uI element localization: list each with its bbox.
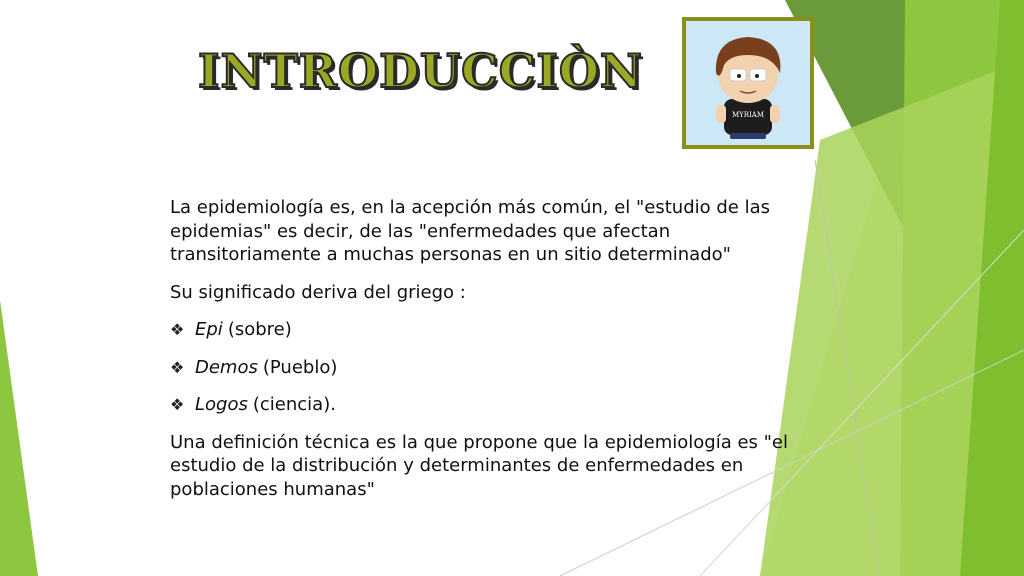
list-item xyxy=(170,356,820,380)
left-green-wedge xyxy=(0,300,38,576)
page-title: INTRODUCCIÒN xyxy=(198,44,643,98)
bullet-term: Logos xyxy=(195,394,248,415)
bullet-meaning: (ciencia). xyxy=(252,394,336,415)
slide-body xyxy=(170,196,820,515)
definition-paragraph: Una definición técnica es la que propone que la epidemiología es "el estudio de la distribución y determinantes de enfermedades en poblaciones humanas" xyxy=(170,431,789,500)
bullet-meaning: (sobre) xyxy=(227,319,292,340)
diamond-bullet-icon: ❖ xyxy=(170,395,185,414)
bullet-term: Demos xyxy=(195,356,258,378)
avatar-shirt-label: MYRIAM xyxy=(731,111,765,119)
bullet-term: Epi xyxy=(195,319,223,340)
list-item xyxy=(170,393,820,417)
cartoon-avatar-icon xyxy=(686,21,810,145)
intro-paragraph: La epidemiología es, en la acepción más común, el "estudio de las epidemias" es decir, de las "enfermedades que afectan transitoriamente a muchas personas en un sitio determinado" xyxy=(170,197,770,265)
list-item xyxy=(170,318,820,342)
avatar xyxy=(682,17,814,149)
origin-line: Su significado deriva del griego : xyxy=(170,281,466,303)
bullet-meaning: (Pueblo) xyxy=(262,356,338,378)
diamond-bullet-icon: ❖ xyxy=(170,320,185,339)
diamond-bullet-icon: ❖ xyxy=(170,357,185,377)
